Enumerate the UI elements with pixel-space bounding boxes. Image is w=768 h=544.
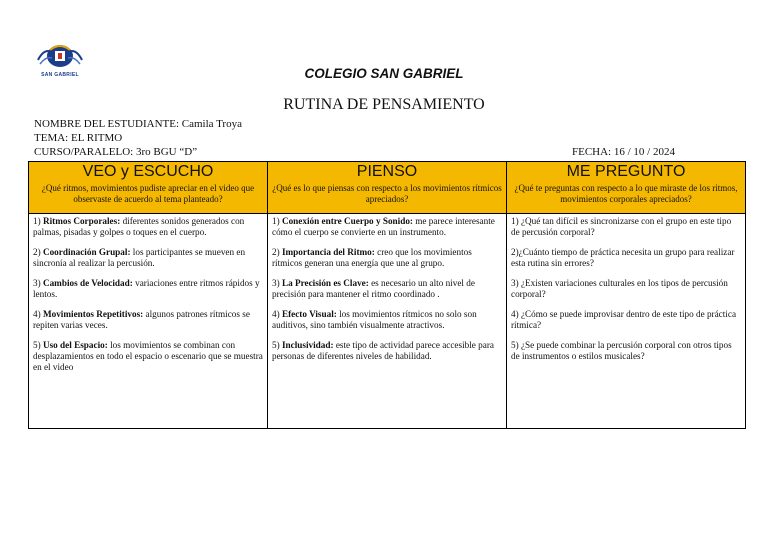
item-number: 5)	[272, 340, 282, 350]
item-text: los movimientos rítmicos no solo son auditivos, sino también visualmente atractivos.	[272, 309, 477, 330]
list-item	[33, 278, 263, 300]
item-heading: Conexión entre Cuerpo y Sonido:	[281, 216, 413, 226]
item-number: 3)	[272, 278, 282, 288]
routine-title: RUTINA DE PENSAMIENTO	[283, 96, 485, 113]
item-text: creo que los movimientos rítmicos generan una energía que une al grupo.	[272, 247, 472, 268]
routine-table	[28, 161, 746, 429]
item-heading: La Precisión es Clave:	[281, 278, 369, 288]
list-item	[511, 216, 741, 238]
list-item	[272, 278, 502, 300]
date: FECHA: 16 / 10 / 2024	[572, 146, 675, 158]
item-number: 1)	[272, 216, 282, 226]
course: CURSO/PARALELO: 3ro BGU “D”	[34, 146, 198, 158]
item-heading: Movimientos Repetitivos:	[42, 309, 144, 319]
item-text: es necesario un alto nivel de precisión para mantener el ritmo coordinado .	[272, 278, 475, 299]
item-heading: Importancia del Ritmo:	[281, 247, 375, 257]
column-title: PIENSO	[356, 163, 418, 180]
item-number: 2)	[33, 247, 43, 257]
column-question: ¿Qué te preguntas con respecto a lo que miraste de los ritmos, movimientos corporales apreciados?	[514, 183, 738, 204]
column-question: ¿Qué es lo que piensas con respecto a los movimientos rítmicos apreciados?	[272, 183, 502, 204]
item-text: 1) ¿Qué tan difícil es sincronizarse con el grupo en este tipo de percusión corporal?	[511, 216, 732, 237]
item-text: 5) ¿Se puede combinar la percusión corporal con otros tipos de instrumentos o estilos musicales?	[511, 340, 732, 361]
item-heading: Efecto Visual:	[281, 309, 337, 319]
item-heading: Cambios de Velocidad:	[42, 278, 133, 288]
column-content-veo	[29, 214, 268, 429]
column-header-pregunto	[507, 162, 746, 214]
column-header-pienso	[268, 162, 507, 214]
item-text: variaciones entre ritmos rápidos y lentos.	[33, 278, 260, 299]
item-text: algunos patrones rítmicos se repiten varias veces.	[33, 309, 250, 330]
column-header-veo	[29, 162, 268, 214]
list-item	[33, 309, 263, 331]
list-item	[272, 309, 502, 331]
topic: TEMA: EL RITMO	[34, 132, 123, 144]
item-heading: Inclusividad:	[281, 340, 334, 350]
column-question: ¿Qué ritmos, movimientos pudiste apreciar en el video que observaste de acuerdo al tema planteado?	[41, 183, 255, 204]
list-item	[272, 216, 502, 238]
list-item	[272, 247, 502, 269]
item-heading: Coordinación Grupal:	[42, 247, 131, 257]
item-number: 1)	[33, 216, 43, 226]
list-item	[33, 216, 263, 238]
column-content-pienso	[268, 214, 507, 429]
header-row	[29, 162, 746, 214]
item-text: diferentes sonidos generados con palmas, pisadas y golpes o toques en el cuerpo.	[33, 216, 245, 237]
item-text: este tipo de actividad parece accesible para personas de diferentes niveles de habilidad.	[272, 340, 494, 361]
item-number: 4)	[272, 309, 282, 319]
list-item	[511, 247, 741, 269]
list-item	[511, 278, 741, 300]
student-name: NOMBRE DEL ESTUDIANTE: Camila Troya	[34, 118, 242, 130]
column-title: VEO y ESCUCHO	[82, 163, 214, 180]
item-heading: Ritmos Corporales:	[42, 216, 121, 226]
item-number: 3)	[33, 278, 43, 288]
school-name: COLEGIO SAN GABRIEL	[304, 66, 464, 81]
item-text: me parece interesante cómo el cuerpo se convierte en un instrumento.	[272, 216, 495, 237]
item-text: los movimientos se combinan con desplazamientos en todo el espacio o escenario que se muestra en el video	[33, 340, 263, 372]
item-number: 4)	[33, 309, 43, 319]
item-number: 5)	[33, 340, 43, 350]
item-heading: Uso del Espacio:	[42, 340, 108, 350]
list-item	[33, 340, 263, 373]
column-content-pregunto	[507, 214, 746, 429]
item-text: 3) ¿Existen variaciones culturales en los tipos de percusión corporal?	[511, 278, 728, 299]
column-title: ME PREGUNTO	[566, 163, 686, 180]
item-text: 2)¿Cuánto tiempo de práctica necesita un grupo para realizar esta rutina sin errores?	[511, 247, 735, 268]
content-row	[29, 214, 746, 429]
item-text: 4) ¿Cómo se puede improvisar dentro de este tipo de práctica rítmica?	[511, 309, 737, 330]
list-item	[272, 340, 502, 362]
list-item	[511, 309, 741, 331]
item-number: 2)	[272, 247, 282, 257]
list-item	[511, 340, 741, 362]
list-item	[33, 247, 263, 269]
logo-text: SAN GABRIEL	[41, 72, 79, 78]
item-text: los participantes se mueven en sincronía al realizar la percusión.	[33, 247, 246, 268]
